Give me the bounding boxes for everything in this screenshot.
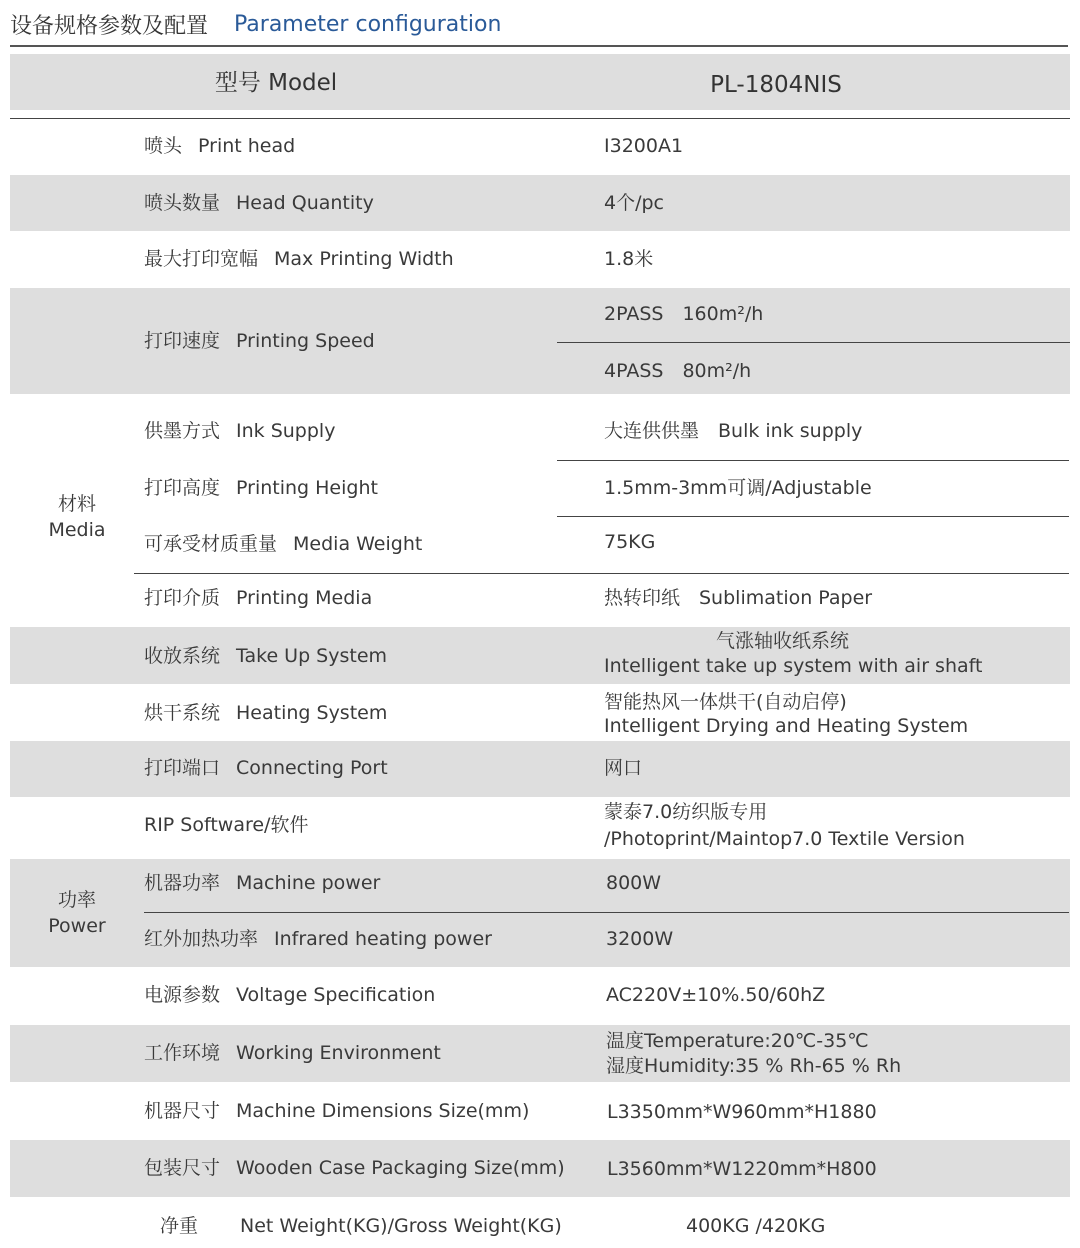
group-label-media: 材料 Media: [48, 493, 106, 541]
spec-row-packaging-size: [10, 1140, 1070, 1197]
spec-label: 烘干系统 Heating System: [144, 702, 388, 724]
spec-label: 红外加热功率 Infrared heating power: [144, 928, 492, 950]
spec-value-4pass: 4PASS 80m²/h: [604, 360, 752, 382]
spec-row-max-printing-width: [10, 231, 1070, 288]
spec-value: L3350mm*W960mm*H1880: [607, 1101, 877, 1123]
spec-label: 最大打印宽幅 Max Printing Width: [144, 248, 454, 270]
spec-value: L3560mm*W1220mm*H800: [607, 1158, 877, 1180]
title-divider: [10, 45, 1068, 47]
spec-label: RIP Software/软件: [144, 814, 309, 836]
spec-row-printing-speed: [10, 288, 1070, 394]
spec-row-machine-dimensions: [10, 1082, 1070, 1140]
spec-row-head-quantity: [10, 175, 1070, 231]
title-chinese: 设备规格参数及配置: [10, 13, 209, 39]
spec-value-line1: 温度Temperature:20℃-35℃: [606, 1030, 869, 1052]
speed-divider: [557, 342, 1070, 343]
spec-row-printing-height: [10, 461, 1070, 517]
spec-value: I3200A1: [604, 135, 684, 157]
spec-row-weight: [10, 1197, 1070, 1248]
spec-label: 打印介质 Printing Media: [144, 587, 373, 609]
spec-label: 收放系统 Take Up System: [144, 645, 388, 667]
spec-value: 1.8米: [604, 248, 654, 270]
spec-value: 75KG: [604, 531, 656, 553]
spec-label: 电源参数 Voltage Specification: [144, 984, 436, 1006]
spec-label-en: Net Weight(KG)/Gross Weight(KG): [240, 1215, 562, 1237]
spec-label: 喷头 Print head: [144, 135, 296, 157]
spec-value: AC220V±10%.50/60hZ: [606, 984, 826, 1006]
spec-value: 网口: [604, 757, 643, 779]
spec-row-infrared-heating-power: [10, 913, 1070, 967]
spec-value: 4个/pc: [604, 192, 664, 214]
spec-value-line2: 湿度Humidity:35 % Rh-65 % Rh: [606, 1055, 902, 1077]
spec-row-take-up-system: [10, 627, 1070, 684]
spec-row-ink-supply: [10, 404, 1070, 460]
spec-value: 400KG /420KG: [686, 1215, 826, 1237]
spec-label: 包装尺寸 Wooden Case Packaging Size(mm): [144, 1157, 565, 1179]
spec-value: 热转印纸 Sublimation Paper: [604, 587, 873, 609]
spec-value-line1: 蒙泰7.0纺织版专用: [604, 801, 768, 823]
section-title: [10, 4, 501, 44]
spec-label: 打印高度 Printing Height: [144, 477, 378, 499]
spec-label: 可承受材质重量 Media Weight: [144, 533, 423, 555]
spec-value: 大连供供墨 Bulk ink supply: [604, 420, 863, 442]
spec-row-printing-media: [10, 574, 1070, 627]
spec-label: 供墨方式 Ink Supply: [144, 420, 336, 442]
spec-value-line2: Intelligent take up system with air shaft: [604, 655, 983, 677]
spec-label: 打印速度 Printing Speed: [144, 330, 375, 352]
model-label: 型号 Model: [214, 70, 338, 96]
spec-row-rip-software: [10, 797, 1070, 859]
spec-row-media-weight: [10, 517, 1070, 573]
title-english: Parameter configuration: [234, 11, 502, 37]
spec-row-heating-system: [10, 684, 1070, 741]
spec-value: 3200W: [606, 928, 674, 950]
spec-row-working-environment: [10, 1025, 1070, 1082]
spec-value-line1: 智能热风一体烘干(自动启停): [604, 691, 847, 713]
spec-label: 机器功率 Machine power: [144, 872, 381, 894]
spec-value-2pass: 2PASS 160m²/h: [604, 303, 764, 325]
spec-label-cn: 净重: [160, 1215, 199, 1237]
spec-label: 工作环境 Working Environment: [144, 1042, 441, 1064]
spec-row-machine-power: [10, 859, 1070, 912]
spec-value-line2: /Photoprint/Maintop7.0 Textile Version: [604, 828, 965, 850]
spec-value-line2: Intelligent Drying and Heating System: [604, 715, 969, 737]
spec-row-voltage: [10, 967, 1070, 1025]
spec-row-print-head: [10, 119, 1070, 175]
spec-label: 打印端口 Connecting Port: [144, 757, 388, 779]
model-value: PL-1804NIS: [710, 72, 842, 98]
spec-label: 机器尺寸 Machine Dimensions Size(mm): [144, 1100, 530, 1122]
spec-value-line1: 气涨轴收纸系统: [716, 630, 850, 652]
spec-value: 800W: [606, 872, 662, 894]
spec-label: 喷头数量 Head Quantity: [144, 192, 374, 214]
spec-row-connecting-port: [10, 741, 1070, 797]
group-label-power: 功率 Power: [48, 889, 106, 937]
model-header-row: [10, 54, 1070, 110]
spec-value: 1.5mm-3mm可调/Adjustable: [604, 477, 872, 499]
